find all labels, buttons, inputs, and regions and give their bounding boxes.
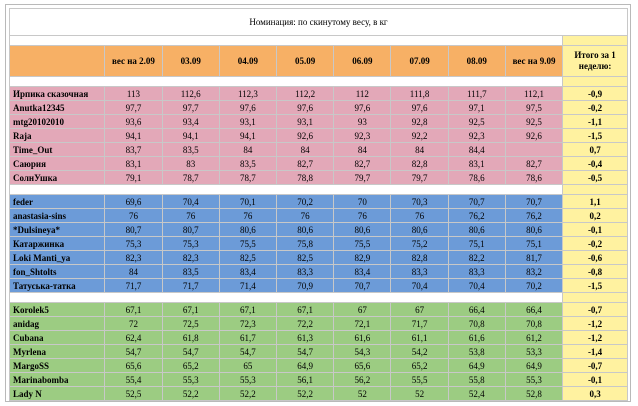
weight-cell[interactable]: 67,1 [105,303,162,317]
weight-cell[interactable]: 80,7 [162,223,219,237]
weekly-total-cell[interactable]: 0,2 [563,209,628,223]
weight-cell[interactable]: 61,2 [505,331,562,345]
participant-name-cell[interactable]: Саюрия [10,157,105,171]
total-blank-cell[interactable] [563,293,628,303]
weight-cell[interactable]: 75,3 [105,237,162,251]
blank-cell[interactable] [10,77,563,87]
weight-cell[interactable]: 79,7 [334,171,391,185]
weight-cell[interactable]: 52,4 [448,387,505,401]
header-cell[interactable] [10,46,105,77]
weight-cell[interactable]: 76 [219,209,276,223]
weekly-total-cell[interactable]: -1,2 [563,317,628,331]
weight-cell[interactable]: 75,3 [162,237,219,251]
weight-cell[interactable]: 70,4 [162,195,219,209]
table-row [10,373,628,387]
weight-cell[interactable]: 84 [334,143,391,157]
weight-cell[interactable]: 64,9 [448,359,505,373]
participant-name-cell[interactable]: Cubana [10,331,105,345]
weight-cell[interactable]: 64,9 [277,359,334,373]
weight-cell[interactable]: 71,7 [162,279,219,293]
weight-cell[interactable]: 61,6 [334,331,391,345]
weight-cell[interactable]: 78,6 [448,171,505,185]
weight-cell[interactable]: 67 [334,303,391,317]
weight-cell[interactable]: 97,6 [277,101,334,115]
weight-cell[interactable]: 52,2 [219,387,276,401]
participant-name-cell[interactable]: anastasia-sins [10,209,105,223]
blank-cell[interactable] [10,36,563,46]
weight-cell[interactable]: 111,8 [391,87,448,101]
table-row [10,345,628,359]
weight-cell[interactable]: 93,6 [105,115,162,129]
weight-cell[interactable]: 80,6 [334,223,391,237]
weight-cell[interactable]: 82,7 [505,157,562,171]
weight-cell[interactable]: 70,9 [277,279,334,293]
header-cell[interactable]: 05.09 [277,46,334,77]
table-row [10,303,628,317]
weight-cell[interactable]: 67,1 [162,303,219,317]
weight-cell[interactable]: 65,2 [162,359,219,373]
participant-name-cell[interactable]: Anutka12345 [10,101,105,115]
blank-cell[interactable] [10,185,563,195]
weight-cell[interactable]: 66,4 [448,303,505,317]
weight-cell[interactable]: 71,7 [391,317,448,331]
weight-cell[interactable]: 92,3 [448,129,505,143]
participant-name-cell[interactable]: mtg20102010 [10,115,105,129]
weight-cell[interactable]: 70,2 [505,279,562,293]
weight-cell[interactable]: 61,6 [448,331,505,345]
weight-cell[interactable]: 54,7 [105,345,162,359]
weekly-total-cell[interactable]: -0,4 [563,157,628,171]
weight-cell[interactable]: 75,2 [391,237,448,251]
weight-cell[interactable]: 82,5 [219,251,276,265]
participant-name-cell[interactable]: Raja [10,129,105,143]
weight-cell[interactable]: 65 [219,359,276,373]
weight-cell[interactable]: 62,4 [105,331,162,345]
weight-cell[interactable]: 83,2 [505,265,562,279]
weight-cell[interactable]: 55,8 [448,373,505,387]
weight-cell[interactable]: 52,5 [105,387,162,401]
weight-cell[interactable]: 83,4 [334,265,391,279]
weight-cell[interactable]: 92,2 [391,129,448,143]
weight-cell[interactable]: 112,3 [219,87,276,101]
table-row [10,279,628,293]
weight-cell[interactable]: 97,5 [505,101,562,115]
table-row [10,157,628,171]
weight-cell[interactable]: 70,4 [391,279,448,293]
weekly-total-cell[interactable]: -0,9 [563,87,628,101]
weight-cell[interactable]: 82,3 [105,251,162,265]
weight-cell[interactable]: 112,2 [277,87,334,101]
weight-cell[interactable]: 75,1 [505,237,562,251]
participant-name-cell[interactable]: Time_Out [10,143,105,157]
weight-cell[interactable]: 82,8 [391,251,448,265]
weight-cell[interactable] [505,143,562,157]
weight-cell[interactable]: 97,7 [105,101,162,115]
table-row [10,223,628,237]
weight-cell[interactable]: 53,8 [448,345,505,359]
weight-cell[interactable]: 70,8 [505,317,562,331]
weight-cell[interactable]: 113 [105,87,162,101]
weight-cell[interactable]: 111,7 [448,87,505,101]
weekly-total-cell[interactable]: -1,4 [563,345,628,359]
weight-cell[interactable]: 78,7 [219,171,276,185]
weight-cell[interactable]: 94,1 [105,129,162,143]
weight-cell[interactable]: 61,7 [219,331,276,345]
weight-cell[interactable]: 61,3 [277,331,334,345]
weekly-total-cell[interactable]: -1,5 [563,129,628,143]
weight-cell[interactable]: 72,1 [334,317,391,331]
table-row [10,251,628,265]
weight-cell[interactable]: 76 [334,209,391,223]
table-row [10,387,628,401]
weekly-total-cell[interactable]: -0,6 [563,251,628,265]
weight-cell[interactable]: 83,5 [162,143,219,157]
header-cell[interactable]: вес на 9.09 [505,46,562,77]
participant-name-cell[interactable]: Myrlena [10,345,105,359]
weight-cell[interactable]: 80,6 [391,223,448,237]
weight-cell[interactable]: 84 [219,143,276,157]
weekly-total-cell[interactable]: -1,1 [563,115,628,129]
weight-cell[interactable]: 70,7 [505,195,562,209]
weight-cell[interactable]: 76,2 [505,209,562,223]
weight-cell[interactable]: 71,4 [219,279,276,293]
weekly-total-cell[interactable]: -1,2 [563,331,628,345]
header-cell[interactable]: 03.09 [162,46,219,77]
total-blank-cell[interactable] [563,36,628,46]
table-row [10,87,628,101]
weight-cell[interactable]: 61,8 [162,331,219,345]
weight-cell[interactable]: 82,5 [277,251,334,265]
weight-cell[interactable]: 66,4 [505,303,562,317]
weight-cell[interactable]: 71,7 [105,279,162,293]
weight-cell[interactable]: 83,3 [448,265,505,279]
weight-cell[interactable]: 92,6 [505,129,562,143]
participant-name-cell[interactable]: Marinabomba [10,373,105,387]
weight-cell[interactable]: 70,2 [277,195,334,209]
participant-name-cell[interactable]: fon_Shtolts [10,265,105,279]
weight-cell[interactable]: 84 [105,265,162,279]
weight-cell[interactable]: 55,3 [219,373,276,387]
weight-cell[interactable]: 76,2 [448,209,505,223]
blank-row [10,293,628,303]
weight-cell[interactable]: 54,7 [219,345,276,359]
weight-cell[interactable]: 69,6 [105,195,162,209]
weight-cell[interactable]: 54,7 [162,345,219,359]
participant-name-cell[interactable]: СолнУшка [10,171,105,185]
participant-name-cell[interactable]: MargoSS [10,359,105,373]
weight-cell[interactable]: 75,5 [219,237,276,251]
blank-cell[interactable] [10,293,563,303]
weekly-total-cell[interactable]: -1,5 [563,279,628,293]
weight-cell[interactable]: 82,7 [334,157,391,171]
weight-cell[interactable]: 112 [334,87,391,101]
participant-name-cell[interactable]: Ирпика сказочная [10,87,105,101]
weight-cell[interactable]: 56,1 [277,373,334,387]
header-cell[interactable]: 08.09 [448,46,505,77]
weekly-total-cell[interactable]: -0,5 [563,171,628,185]
weight-cell[interactable]: 55,5 [391,373,448,387]
weekly-total-cell[interactable]: -0,8 [563,265,628,279]
weight-cell[interactable]: 92,8 [391,115,448,129]
weight-cell[interactable]: 80,6 [505,223,562,237]
table-row [10,171,628,185]
weight-cell[interactable]: 83,3 [391,265,448,279]
weight-cell[interactable]: 76 [277,209,334,223]
weight-cell[interactable]: 54,3 [334,345,391,359]
weight-cell[interactable]: 67,1 [219,303,276,317]
weight-cell[interactable]: 72,5 [162,317,219,331]
weight-cell[interactable]: 80,6 [219,223,276,237]
weight-cell[interactable]: 76 [162,209,219,223]
weight-cell[interactable]: 97,7 [162,101,219,115]
weight-cell[interactable]: 76 [105,209,162,223]
weight-cell[interactable]: 72 [105,317,162,331]
weight-cell[interactable]: 67,1 [277,303,334,317]
weight-cell[interactable]: 83,3 [277,265,334,279]
blank-row [10,36,628,46]
weight-cell[interactable]: 80,6 [448,223,505,237]
participant-name-cell[interactable]: Loki Manti_ya [10,251,105,265]
table-row [10,101,628,115]
weight-cell[interactable]: 70,3 [391,195,448,209]
weight-cell[interactable]: 53,3 [505,345,562,359]
weight-table [9,8,628,401]
weight-cell[interactable]: 82,9 [334,251,391,265]
weight-cell[interactable]: 97,1 [448,101,505,115]
weight-cell[interactable]: 55,3 [505,373,562,387]
header-row [10,46,628,77]
weight-cell[interactable]: 92,6 [277,129,334,143]
weight-cell[interactable]: 78,8 [277,171,334,185]
weight-cell[interactable]: 52,2 [162,387,219,401]
weight-cell[interactable]: 78,6 [505,171,562,185]
table-row [10,209,628,223]
participant-name-cell[interactable]: Lady N [10,387,105,401]
header-cell[interactable]: 07.09 [391,46,448,77]
header-cell[interactable]: 04.09 [219,46,276,77]
weight-cell[interactable]: 79,1 [105,171,162,185]
weight-cell[interactable]: 55,4 [105,373,162,387]
weight-cell[interactable]: 83 [162,157,219,171]
weight-cell[interactable]: 93,4 [162,115,219,129]
table-row [10,143,628,157]
blank-row [10,77,628,87]
table-row [10,115,628,129]
blank-row [10,185,628,195]
weight-cell[interactable]: 83,1 [105,157,162,171]
weekly-total-cell[interactable]: -0,2 [563,237,628,251]
weight-cell[interactable]: 83,5 [162,265,219,279]
weekly-total-cell[interactable]: -0,2 [563,101,628,115]
table-row [10,237,628,251]
table-row [10,359,628,373]
weight-cell[interactable]: 70,7 [448,195,505,209]
weight-cell[interactable]: 92,3 [334,129,391,143]
weight-cell[interactable]: 83,4 [219,265,276,279]
weekly-total-cell[interactable]: 0,7 [563,143,628,157]
weight-cell[interactable]: 70,7 [334,279,391,293]
participant-name-cell[interactable]: anidag [10,317,105,331]
weight-cell[interactable]: 65,2 [391,359,448,373]
total-blank-cell[interactable] [563,185,628,195]
header-total-cell[interactable]: Итого за 1 неделю: [563,46,628,77]
weight-cell[interactable]: 82,7 [277,157,334,171]
weight-cell[interactable]: 84 [391,143,448,157]
weight-cell[interactable]: 64,9 [505,359,562,373]
weight-cell[interactable]: 56,2 [334,373,391,387]
table-row [10,331,628,345]
weight-cell[interactable]: 76 [391,209,448,223]
weight-cell[interactable]: 70,1 [219,195,276,209]
table-row [10,317,628,331]
participant-name-cell[interactable]: Татуська-татка [10,279,105,293]
weight-cell[interactable]: 97,6 [219,101,276,115]
weight-cell[interactable]: 81,7 [505,251,562,265]
weight-cell[interactable]: 75,8 [277,237,334,251]
weight-cell[interactable]: 55,3 [162,373,219,387]
weight-cell[interactable]: 92,5 [505,115,562,129]
weight-cell[interactable]: 72,3 [219,317,276,331]
weight-cell[interactable]: 84,4 [448,143,505,157]
weight-cell[interactable]: 80,6 [277,223,334,237]
weight-cell[interactable]: 52 [334,387,391,401]
table-row [10,129,628,143]
participant-name-cell[interactable]: Korolek5 [10,303,105,317]
weight-cell[interactable]: 83,5 [219,157,276,171]
weight-cell[interactable]: 92,5 [448,115,505,129]
weight-cell[interactable]: 78,7 [162,171,219,185]
weight-cell[interactable]: 72,2 [277,317,334,331]
weight-cell[interactable]: 54,7 [277,345,334,359]
weekly-total-cell[interactable]: -0,1 [563,223,628,237]
total-blank-cell[interactable] [563,77,628,87]
participant-name-cell[interactable]: *Dulsineya* [10,223,105,237]
sheet-title[interactable]: Номинация: по скинутому весу, в кг [10,9,628,36]
header-cell[interactable]: 06.09 [334,46,391,77]
weekly-total-cell[interactable]: -0,7 [563,303,628,317]
weight-cell[interactable]: 70,4 [448,279,505,293]
weekly-total-cell[interactable]: 0,3 [563,387,628,401]
weight-cell[interactable]: 82,2 [448,251,505,265]
header-cell[interactable]: вес на 2.09 [105,46,162,77]
participant-name-cell[interactable]: Катаржинка [10,237,105,251]
table-row [10,265,628,279]
weight-cell[interactable]: 112,6 [162,87,219,101]
weight-cell[interactable]: 67 [391,303,448,317]
weight-cell[interactable]: 93,1 [219,115,276,129]
weight-cell[interactable]: 93 [334,115,391,129]
participant-name-cell[interactable]: feder [10,195,105,209]
weight-cell[interactable]: 93,1 [277,115,334,129]
weight-cell[interactable]: 97,6 [334,101,391,115]
weight-cell[interactable]: 94,1 [219,129,276,143]
weight-cell[interactable]: 82,8 [391,157,448,171]
weight-cell[interactable]: 65,6 [105,359,162,373]
weight-cell[interactable]: 61,1 [391,331,448,345]
weight-cell[interactable]: 112,1 [505,87,562,101]
weight-cell[interactable]: 65,6 [334,359,391,373]
weight-cell[interactable]: 52,2 [277,387,334,401]
weight-cell[interactable]: 83,1 [448,157,505,171]
weight-cell[interactable]: 70,8 [448,317,505,331]
weight-cell[interactable]: 52,8 [505,387,562,401]
weight-cell[interactable]: 94,1 [162,129,219,143]
weight-cell[interactable]: 97,6 [391,101,448,115]
weight-cell[interactable]: 54,2 [391,345,448,359]
weight-cell[interactable]: 84 [277,143,334,157]
weight-cell[interactable]: 75,5 [334,237,391,251]
weekly-total-cell[interactable]: -0,1 [563,373,628,387]
weekly-total-cell[interactable]: 1,1 [563,195,628,209]
weight-cell[interactable]: 83,7 [105,143,162,157]
table-row [10,195,628,209]
weight-cell[interactable]: 79,7 [391,171,448,185]
weight-cell[interactable]: 75,1 [448,237,505,251]
weekly-total-cell[interactable]: -0,7 [563,359,628,373]
weight-cell[interactable]: 52 [391,387,448,401]
weight-cell[interactable]: 82,3 [162,251,219,265]
weight-cell[interactable]: 80,7 [105,223,162,237]
weight-cell[interactable]: 70 [334,195,391,209]
title-row [10,9,628,36]
